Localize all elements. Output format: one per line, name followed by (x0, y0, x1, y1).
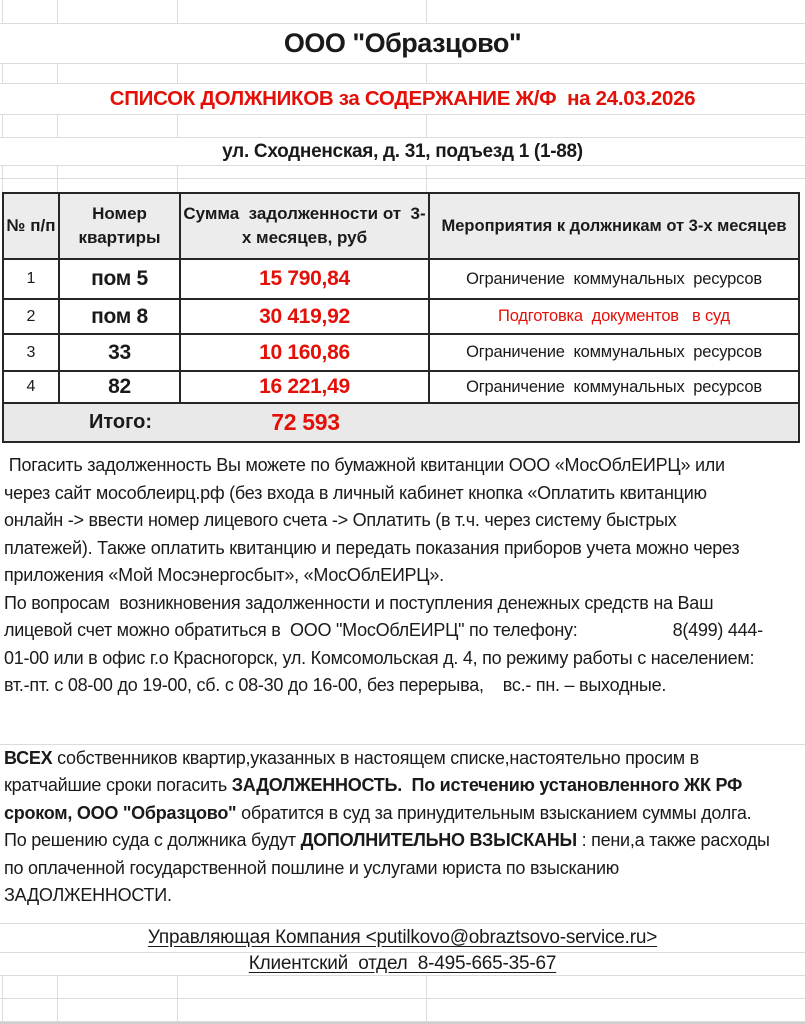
sheet-gridline-row (0, 976, 805, 999)
paragraph-line: Погасить задолженность Вы можете по бумажной квитанции ООО «МосОблЕИРЦ» или (4, 455, 725, 475)
company-title: ООО "Образцово" (0, 24, 805, 64)
payment-instructions-paragraph (0, 443, 805, 590)
row-number: 1 (4, 260, 60, 300)
debtor-action: Ограничение коммунальных ресурсов (430, 260, 798, 300)
paragraph-line: вт.-пт. с 08-00 до 19-00, сб. с 08-30 до 16-00, без перерыва, вс.- пн. – выходные. (4, 675, 667, 695)
debtor-action: Ограничение коммунальных ресурсов (430, 335, 798, 372)
sheet-gridline-row (0, 179, 805, 192)
paragraph-line: лицевой счет можно обратиться в ООО "МосОблЕИРЦ" по телефону: 8(499) 444- (4, 620, 763, 640)
table-row (4, 300, 798, 335)
apartment-number: пом 5 (60, 260, 181, 300)
paragraph-line: через сайт мособлеирц.рф (без входа в личный кабинет кнопка «Оплатить квитанцию (4, 482, 707, 503)
apartment-number: пом 8 (60, 300, 181, 335)
management-company-contact (0, 924, 805, 953)
sheet-gridline-row (0, 115, 805, 138)
paragraph-line: По решению суда с должника будут ДОПОЛНИТЕЛЬНО ВЗЫСКАНЫ : пени,а также расходы (4, 830, 770, 850)
table-row (4, 260, 798, 300)
company-email-text: Управляющая Компания <putilkovo@obraztsovo-service.ru> (147, 926, 658, 948)
column-header: Номер квартиры (60, 194, 181, 260)
apartment-number: 82 (60, 372, 181, 404)
total-amount: 72 593 (271, 409, 340, 435)
sheet-gridline-row (0, 0, 805, 24)
paragraph-line: онлайн -> ввести номер лицевого счета -> Оплатить (в т.ч. через систему быстрых (4, 510, 677, 530)
paragraph-line: ЗАДОЛЖЕННОСТИ. (4, 885, 172, 905)
paragraph-line: сроком, ООО "Образцово" обратится в суд за принудительным взысканием суммы долга. (4, 802, 752, 823)
debt-amount: 16 221,49 (181, 372, 430, 404)
debt-amount: 15 790,84 (181, 260, 430, 300)
client-department-phone (0, 953, 805, 976)
paragraph-line: кратчайшие сроки погасить ЗАДОЛЖЕННОСТЬ. По истечению установленного ЖК РФ (4, 775, 743, 795)
sheet-gridline-row (0, 166, 805, 179)
row-number: 2 (4, 300, 60, 335)
debt-amount: 10 160,86 (181, 335, 430, 372)
table-header-row (4, 194, 798, 260)
paragraph-line: приложения «Мой Мосэнергосбыт», «МосОблЕИРЦ». (4, 565, 444, 585)
paragraph-line: ВСЕХ собственников квартир,указанных в настоящем списке,настоятельно просим в (4, 747, 699, 768)
row-number: 4 (4, 372, 60, 404)
table-row (4, 335, 798, 372)
list-title: СПИСОК ДОЛЖНИКОВ за СОДЕРЖАНИЕ Ж/Ф на 24.03.2026 (0, 84, 805, 115)
paragraph-line: По вопросам возникновения задолженности и поступления денежных средств на Ваш (4, 592, 714, 613)
total-row (4, 404, 798, 441)
debt-amount: 30 419,92 (181, 300, 430, 335)
paragraph-line: платежей). Также оплатить квитанцию и передать показания приборов учета можно через (4, 537, 740, 558)
paragraph-line: по оплаченной государственной пошлине и услугами юриста по взысканию (4, 857, 620, 878)
total-label: Итого: (88, 411, 153, 433)
debtors-table (2, 192, 800, 443)
table-body (4, 260, 798, 404)
sheet-gridline-row (0, 700, 805, 745)
column-header: № п/п (4, 194, 60, 260)
legal-warning-paragraph (0, 745, 805, 910)
table-row (4, 372, 798, 404)
debtor-action: Ограничение коммунальных ресурсов (430, 372, 798, 404)
column-header: Сумма задолженности от 3- х месяцев, руб (181, 194, 430, 260)
sheet-gridline-row (0, 910, 805, 924)
row-number: 3 (4, 335, 60, 372)
building-address: ул. Сходненская, д. 31, подъезд 1 (1-88) (0, 138, 805, 166)
apartment-number: 33 (60, 335, 181, 372)
client-phone-text: Клиентский отдел 8-495-665-35-67 (248, 952, 557, 974)
debtor-action: Подготовка документов в суд (430, 300, 798, 335)
column-header: Мероприятия к должникам от 3-х месяцев (430, 194, 798, 260)
paragraph-line: 01-00 или в офис г.о Красногорск, ул. Комсомольская д. 4, по режиму работы с населением: (4, 647, 755, 668)
sheet-gridline-row (0, 64, 805, 84)
contact-info-paragraph (0, 590, 805, 700)
sheet-gridline-row (0, 999, 805, 1022)
